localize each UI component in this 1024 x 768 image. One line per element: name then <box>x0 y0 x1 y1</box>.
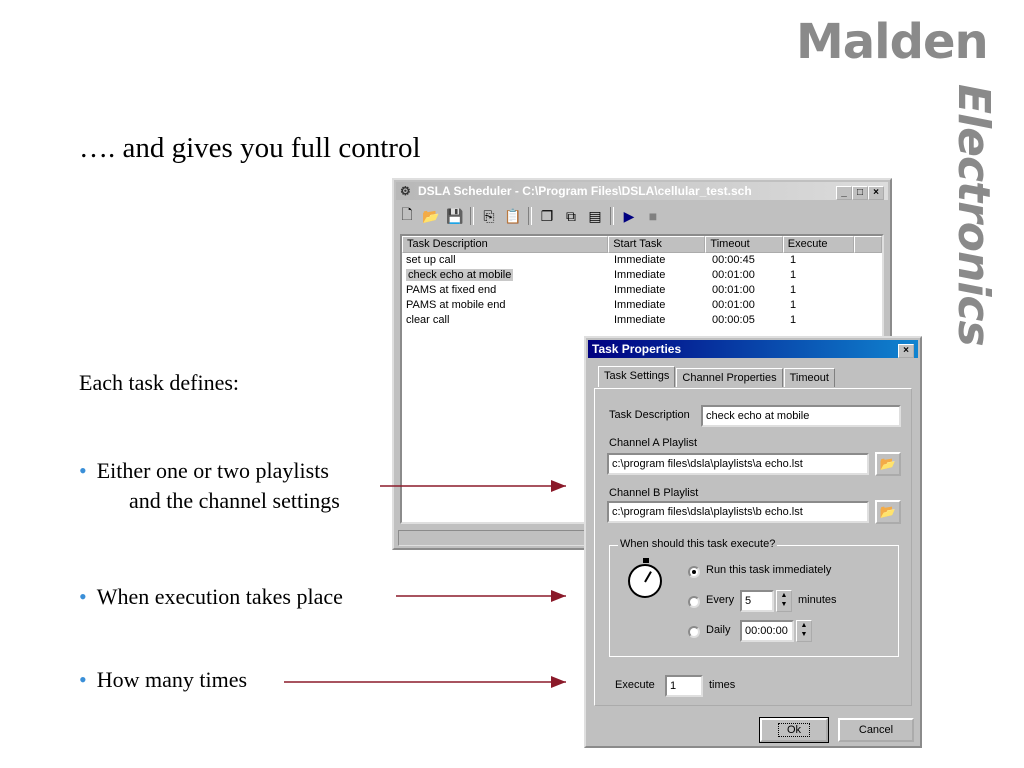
dialog-close-button[interactable]: × <box>898 344 914 358</box>
column-header-execute[interactable]: Execute <box>783 236 854 253</box>
open-folder-icon[interactable]: 📂 <box>422 207 440 224</box>
tab-channel-properties[interactable]: Channel Properties <box>676 368 782 387</box>
channel-b-playlist-field[interactable]: c:\program files\dsla\playlists\b echo.lst <box>607 501 869 523</box>
daily-time-field[interactable]: 00:00:00 <box>740 620 794 642</box>
bullet-text: When execution takes place <box>96 584 343 609</box>
cell-start: Immediate <box>614 269 666 281</box>
cell-description: set up call <box>406 254 456 266</box>
minimize-button[interactable]: _ <box>836 186 852 200</box>
new-file-icon[interactable]: 🗋 <box>401 206 413 222</box>
cell-timeout: 00:01:00 <box>712 299 755 311</box>
brand-logo-subtext: Electronics <box>948 84 999 346</box>
schedule-group-label: When should this task execute? <box>620 538 776 550</box>
cell-execute: 1 <box>790 299 797 311</box>
copy-icon[interactable]: ⎘ <box>483 207 495 224</box>
ok-button[interactable]: Ok <box>760 718 828 742</box>
every-minutes-spinner[interactable]: ▲ ▼ <box>776 590 792 612</box>
cell-timeout: 00:00:45 <box>712 254 755 266</box>
channel-a-playlist-field[interactable]: c:\program files\dsla\playlists\a echo.lst <box>607 453 869 475</box>
cell-timeout: 00:01:00 <box>712 284 755 296</box>
paste-icon[interactable]: 📋 <box>504 207 522 224</box>
tab-task-settings[interactable]: Task Settings <box>598 366 675 387</box>
brand-logo-text: Malden <box>796 14 988 70</box>
open-folder-icon: 📂 <box>879 504 897 519</box>
bullet-dot: • <box>79 667 87 692</box>
task-intro-text: Each task defines: <box>79 370 240 395</box>
scheduler-title: DSLA Scheduler - C:\Program Files\DSLA\cellular_test.sch <box>418 184 752 198</box>
times-label: times <box>709 679 736 691</box>
execute-count-field[interactable]: 1 <box>665 675 703 697</box>
cell-description: clear call <box>406 314 450 326</box>
column-header-timeout[interactable]: Timeout <box>705 236 782 253</box>
cell-execute: 1 <box>790 269 797 281</box>
daily-label: Daily <box>706 624 731 636</box>
cell-description: PAMS at mobile end <box>406 299 506 311</box>
cell-execute: 1 <box>790 254 797 266</box>
cell-execute: 1 <box>790 284 797 296</box>
daily-time-spinner[interactable]: ▲ ▼ <box>796 620 812 642</box>
channel-a-label: Channel A Playlist <box>609 437 698 449</box>
channel-b-label: Channel B Playlist <box>609 487 699 499</box>
bullet-text: How many times <box>96 667 248 692</box>
cell-description: check echo at mobile <box>408 269 512 281</box>
column-header-start[interactable]: Start Task <box>608 236 705 253</box>
tab-timeout[interactable]: Timeout <box>784 368 835 387</box>
cell-start: Immediate <box>614 299 666 311</box>
open-folder-icon: 📂 <box>879 456 897 471</box>
close-button[interactable]: × <box>868 186 884 200</box>
cancel-button[interactable]: Cancel <box>838 718 914 742</box>
cell-description: PAMS at fixed end <box>406 284 497 296</box>
new-task-icon[interactable]: ❐ <box>540 207 554 224</box>
bullet-text: Either one or two playlists <box>96 458 329 483</box>
minutes-label: minutes <box>798 594 837 606</box>
run-immediately-label: Run this task immediately <box>706 564 832 576</box>
cell-start: Immediate <box>614 254 666 266</box>
every-minutes-field[interactable]: 5 <box>740 590 774 612</box>
task-description-label: Task Description <box>609 409 690 421</box>
delete-task-icon[interactable]: ⧉ <box>566 207 576 224</box>
cell-execute: 1 <box>790 314 797 326</box>
play-icon[interactable]: ▶ <box>623 207 635 224</box>
every-label: Every <box>706 594 735 606</box>
maximize-button[interactable]: □ <box>852 186 868 200</box>
cell-start: Immediate <box>614 284 666 296</box>
task-description-field[interactable]: check echo at mobile <box>701 405 901 427</box>
save-icon[interactable]: 💾 <box>446 207 464 224</box>
cell-start: Immediate <box>614 314 666 326</box>
cell-timeout: 00:00:05 <box>712 314 755 326</box>
task-properties-icon[interactable]: ▤ <box>588 207 602 224</box>
stop-icon[interactable]: ■ <box>648 208 658 224</box>
cell-timeout: 00:01:00 <box>712 269 755 281</box>
slide-title: …. and gives you full control <box>79 132 421 164</box>
column-header-description[interactable]: Task Description <box>402 236 608 253</box>
scheduler-app-icon: ⚙ <box>400 184 411 198</box>
dialog-title: Task Properties <box>592 342 682 356</box>
execute-label: Execute <box>615 679 655 691</box>
bullet-dot: • <box>79 584 87 609</box>
bullet-dot: • <box>79 458 87 483</box>
bullet-playlists-continued: and the channel settings <box>129 488 340 513</box>
